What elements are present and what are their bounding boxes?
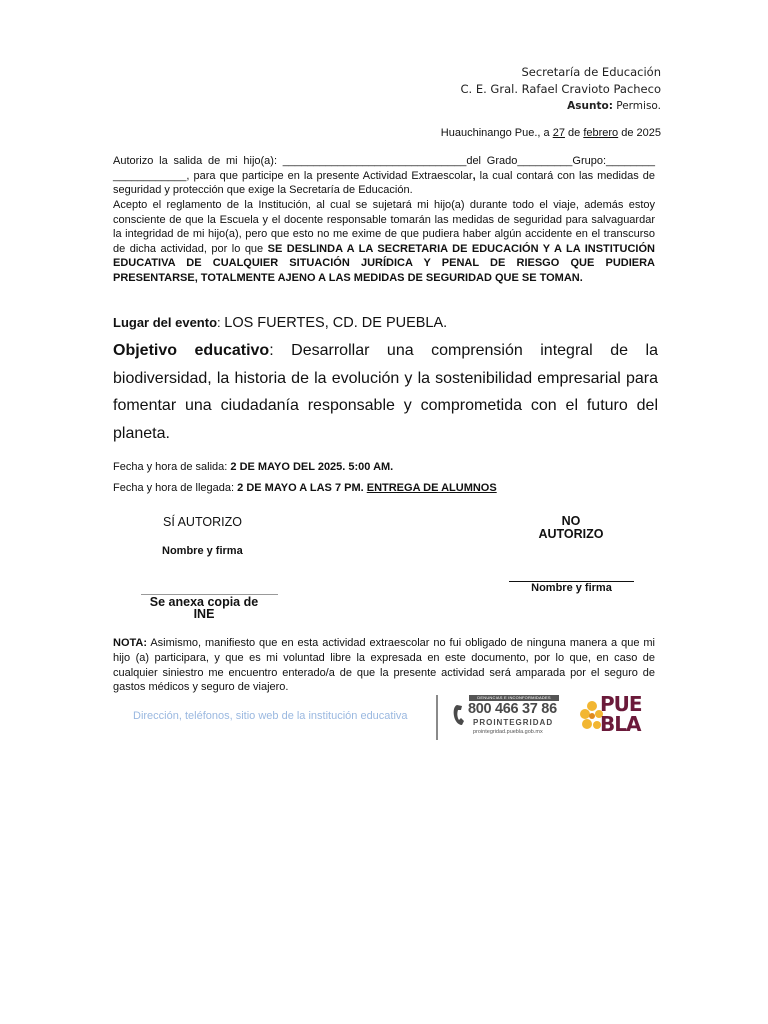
objetivo-text: : Desarrollar una comprensión integral de la biodiversidad, la historia de la evolución y la sostenibilidad empresarial para fomentar una ciudadanía responsable y comprometida con el futuro del planeta. — [113, 342, 659, 442]
phone-icon — [453, 703, 467, 733]
nota-text: Asimismo, manifiesto que en esta actividad extraescolar no fui obligado de ninguna manera a que mi hijo (a) participara, y que es mi voluntad libre la expresada en este documento, por lo que, en caso de cualquier siniestro me encuentro enterado/a de que la presente actividad será amparada por el seguro de gastos médicos y seguro de viajero. — [113, 637, 655, 694]
header-escuela: C. E. Gral. Rafael Cravioto Pacheco — [460, 82, 661, 96]
date-day: 27 — [552, 127, 565, 139]
pi-phone-number: 800 466 37 86 — [468, 701, 557, 717]
llegada-label: Fecha y hora de llegada: — [113, 482, 238, 494]
header-secretaria: Secretaría de Educación — [521, 65, 661, 79]
pi-top-label: DENUNCIAS E INCONFORMIDADES — [469, 695, 559, 701]
salida-value: 2 DE MAYO DEL 2025. 5:00 AM. — [230, 461, 394, 473]
asunto-value: Permiso. — [616, 100, 661, 112]
liability-paragraph — [113, 198, 655, 286]
footer-divider — [436, 695, 438, 740]
liability-bold-text: SE DESLINDA A LA SECRETARIA DE EDUCACIÓN Y A LA INSTITUCIÓN EDUCATIVA DE CUALQUIER SITUACIÓN JURÍDICA Y PENAL DE RIESGO QUE PUDIERA PRESENTARSE, TOTALMENTE AJENO A LAS MEDIDAS DE SEGURIDAD QUE SE TOMAN. — [113, 242, 655, 284]
authorization-text-c: la cual contará con las medidas de seguridad y protección que exige la Secretaría de Educación. — [113, 169, 656, 197]
letter-header — [461, 64, 661, 115]
si-autorizo: SÍ AUTORIZO — [163, 515, 242, 529]
educational-objective — [113, 337, 658, 447]
arrival-line — [113, 481, 497, 495]
date-month: febrero — [583, 127, 619, 139]
institution-contact-placeholder: Dirección, teléfonos, sitio web de la institución educativa — [133, 710, 408, 722]
date-place: Huauchinango Pue., a — [440, 127, 553, 139]
logo-line-1: PUE — [600, 692, 642, 716]
authorization-text-b: , para que participe en la presente Actividad Extraescolar — [186, 169, 473, 182]
date-year: de 2025 — [618, 127, 661, 139]
objetivo-label: Objetivo educativo — [113, 342, 270, 359]
event-location — [113, 313, 658, 333]
liability-text: Acepto el reglamento de la Institución, al cual se sujetará mi hijo(a) durante todo el viaje, además estoy consciente de que la Escuela y el docente responsable tomarán las medidas de seguridad para salvaguardar la integridad de mi hijo(a), pero que esto no me exime de que pudiera haber algún accidente en el transcurso de dicha actividad, por lo que — [113, 199, 655, 255]
departure-line — [113, 460, 393, 474]
authorization-comma: , — [472, 169, 476, 182]
prointegridad-badge — [453, 694, 563, 740]
llegada-entrega: ENTREGA DE ALUMNOS — [366, 482, 497, 494]
lugar-label: Lugar del evento — [113, 315, 218, 330]
header-asunto — [461, 98, 661, 115]
date-line — [441, 126, 661, 140]
no-autorizo: NO AUTORIZO — [538, 514, 604, 541]
lugar-colon: : — [217, 315, 225, 330]
salida-label: Fecha y hora de salida: — [113, 461, 231, 473]
asunto-label: Asunto: — [567, 100, 613, 112]
nota-label: NOTA: — [113, 637, 148, 649]
authorization-paragraph — [113, 154, 655, 198]
pi-url: prointegridad.puebla.gob.mx — [473, 729, 543, 735]
signature-label-si: Nombre y firma — [162, 545, 243, 557]
signature-label-no: Nombre y firma — [531, 582, 612, 594]
puebla-logo-text — [600, 694, 642, 734]
llegada-value: 2 DE MAYO A LAS 7 PM. — [237, 482, 364, 494]
authorization-blank: ____________ — [113, 169, 187, 182]
date-de: de — [564, 127, 584, 139]
logo-line-2: BLA — [600, 712, 641, 736]
authorization-text-a: Autorizo la salida de mi hijo(a): ______________________________del Grado_________Grupo:________ — [113, 155, 655, 167]
lugar-value: LOS FUERTES, CD. DE PUEBLA. — [224, 315, 448, 331]
ine-copy-note: Se anexa copia de INE — [149, 595, 259, 621]
pi-brand: PROINTEGRIDAD — [473, 718, 554, 727]
nota-paragraph — [113, 636, 655, 695]
puebla-logo — [580, 694, 652, 740]
